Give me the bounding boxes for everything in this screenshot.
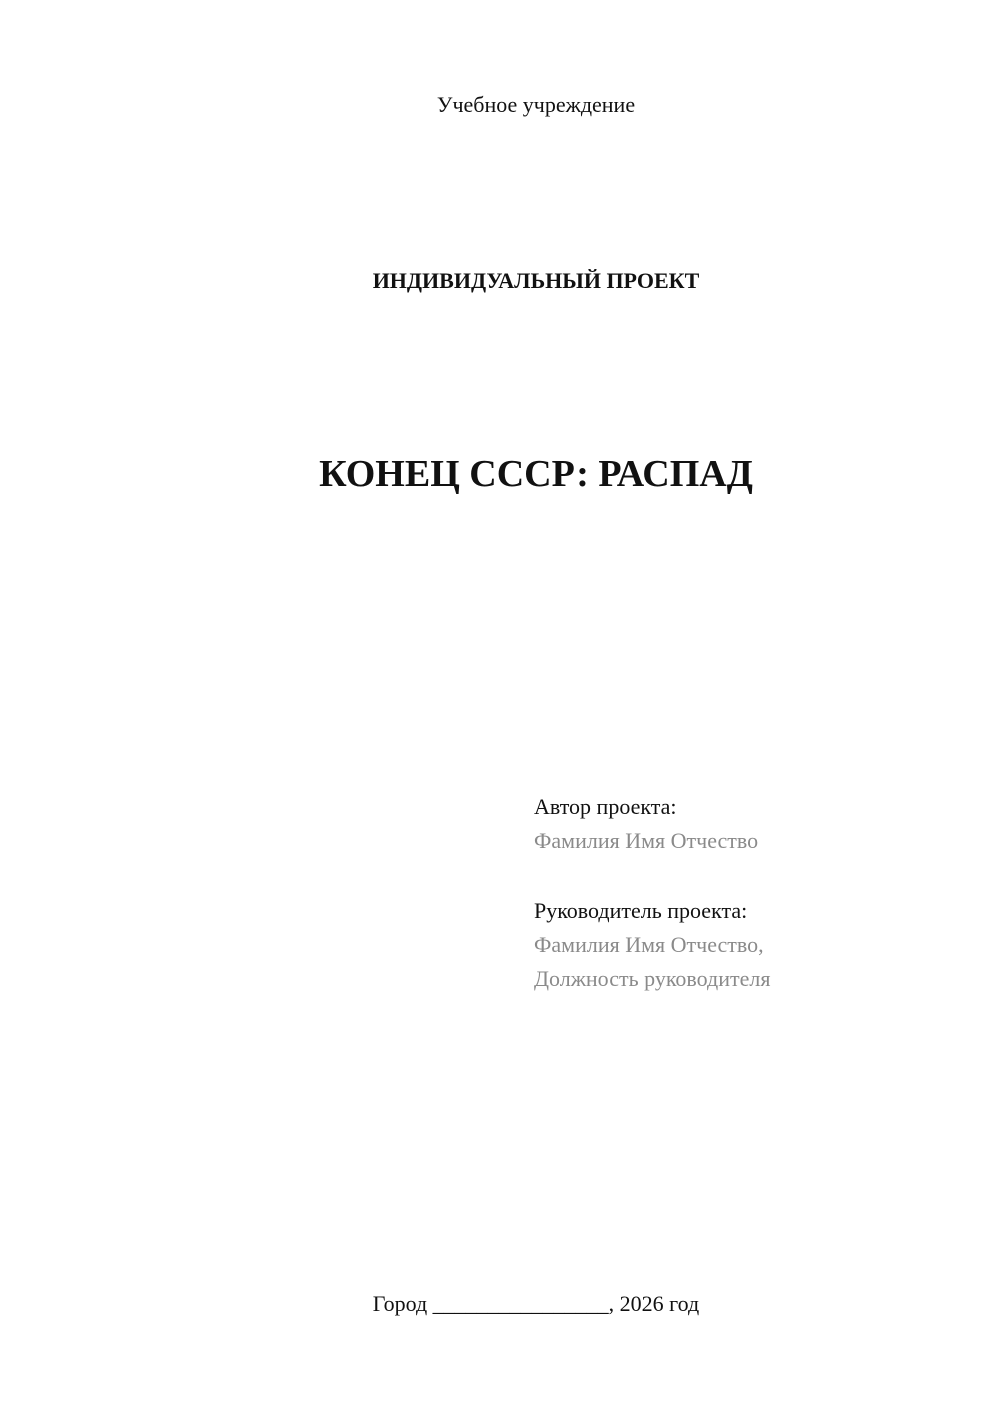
author-label: Автор проекта: — [534, 794, 677, 819]
author-name: Фамилия Имя Отчество — [534, 828, 759, 853]
project-info-block — [534, 790, 974, 996]
supervisor-label: Руководитель проекта: — [534, 898, 748, 923]
institution-name: Учебное учреждение — [436, 92, 636, 117]
city-year-footer: Город ________________, 2026 год — [372, 1291, 700, 1316]
supervisor-name: Фамилия Имя Отчество, — [534, 932, 764, 957]
info-spacer — [534, 858, 974, 894]
project-title: КОНЕЦ СССР: РАСПАД — [319, 453, 753, 495]
supervisor-position: Должность руководителя — [534, 966, 771, 991]
project-type-heading: ИНДИВИДУАЛЬНЫЙ ПРОЕКТ — [372, 268, 700, 293]
